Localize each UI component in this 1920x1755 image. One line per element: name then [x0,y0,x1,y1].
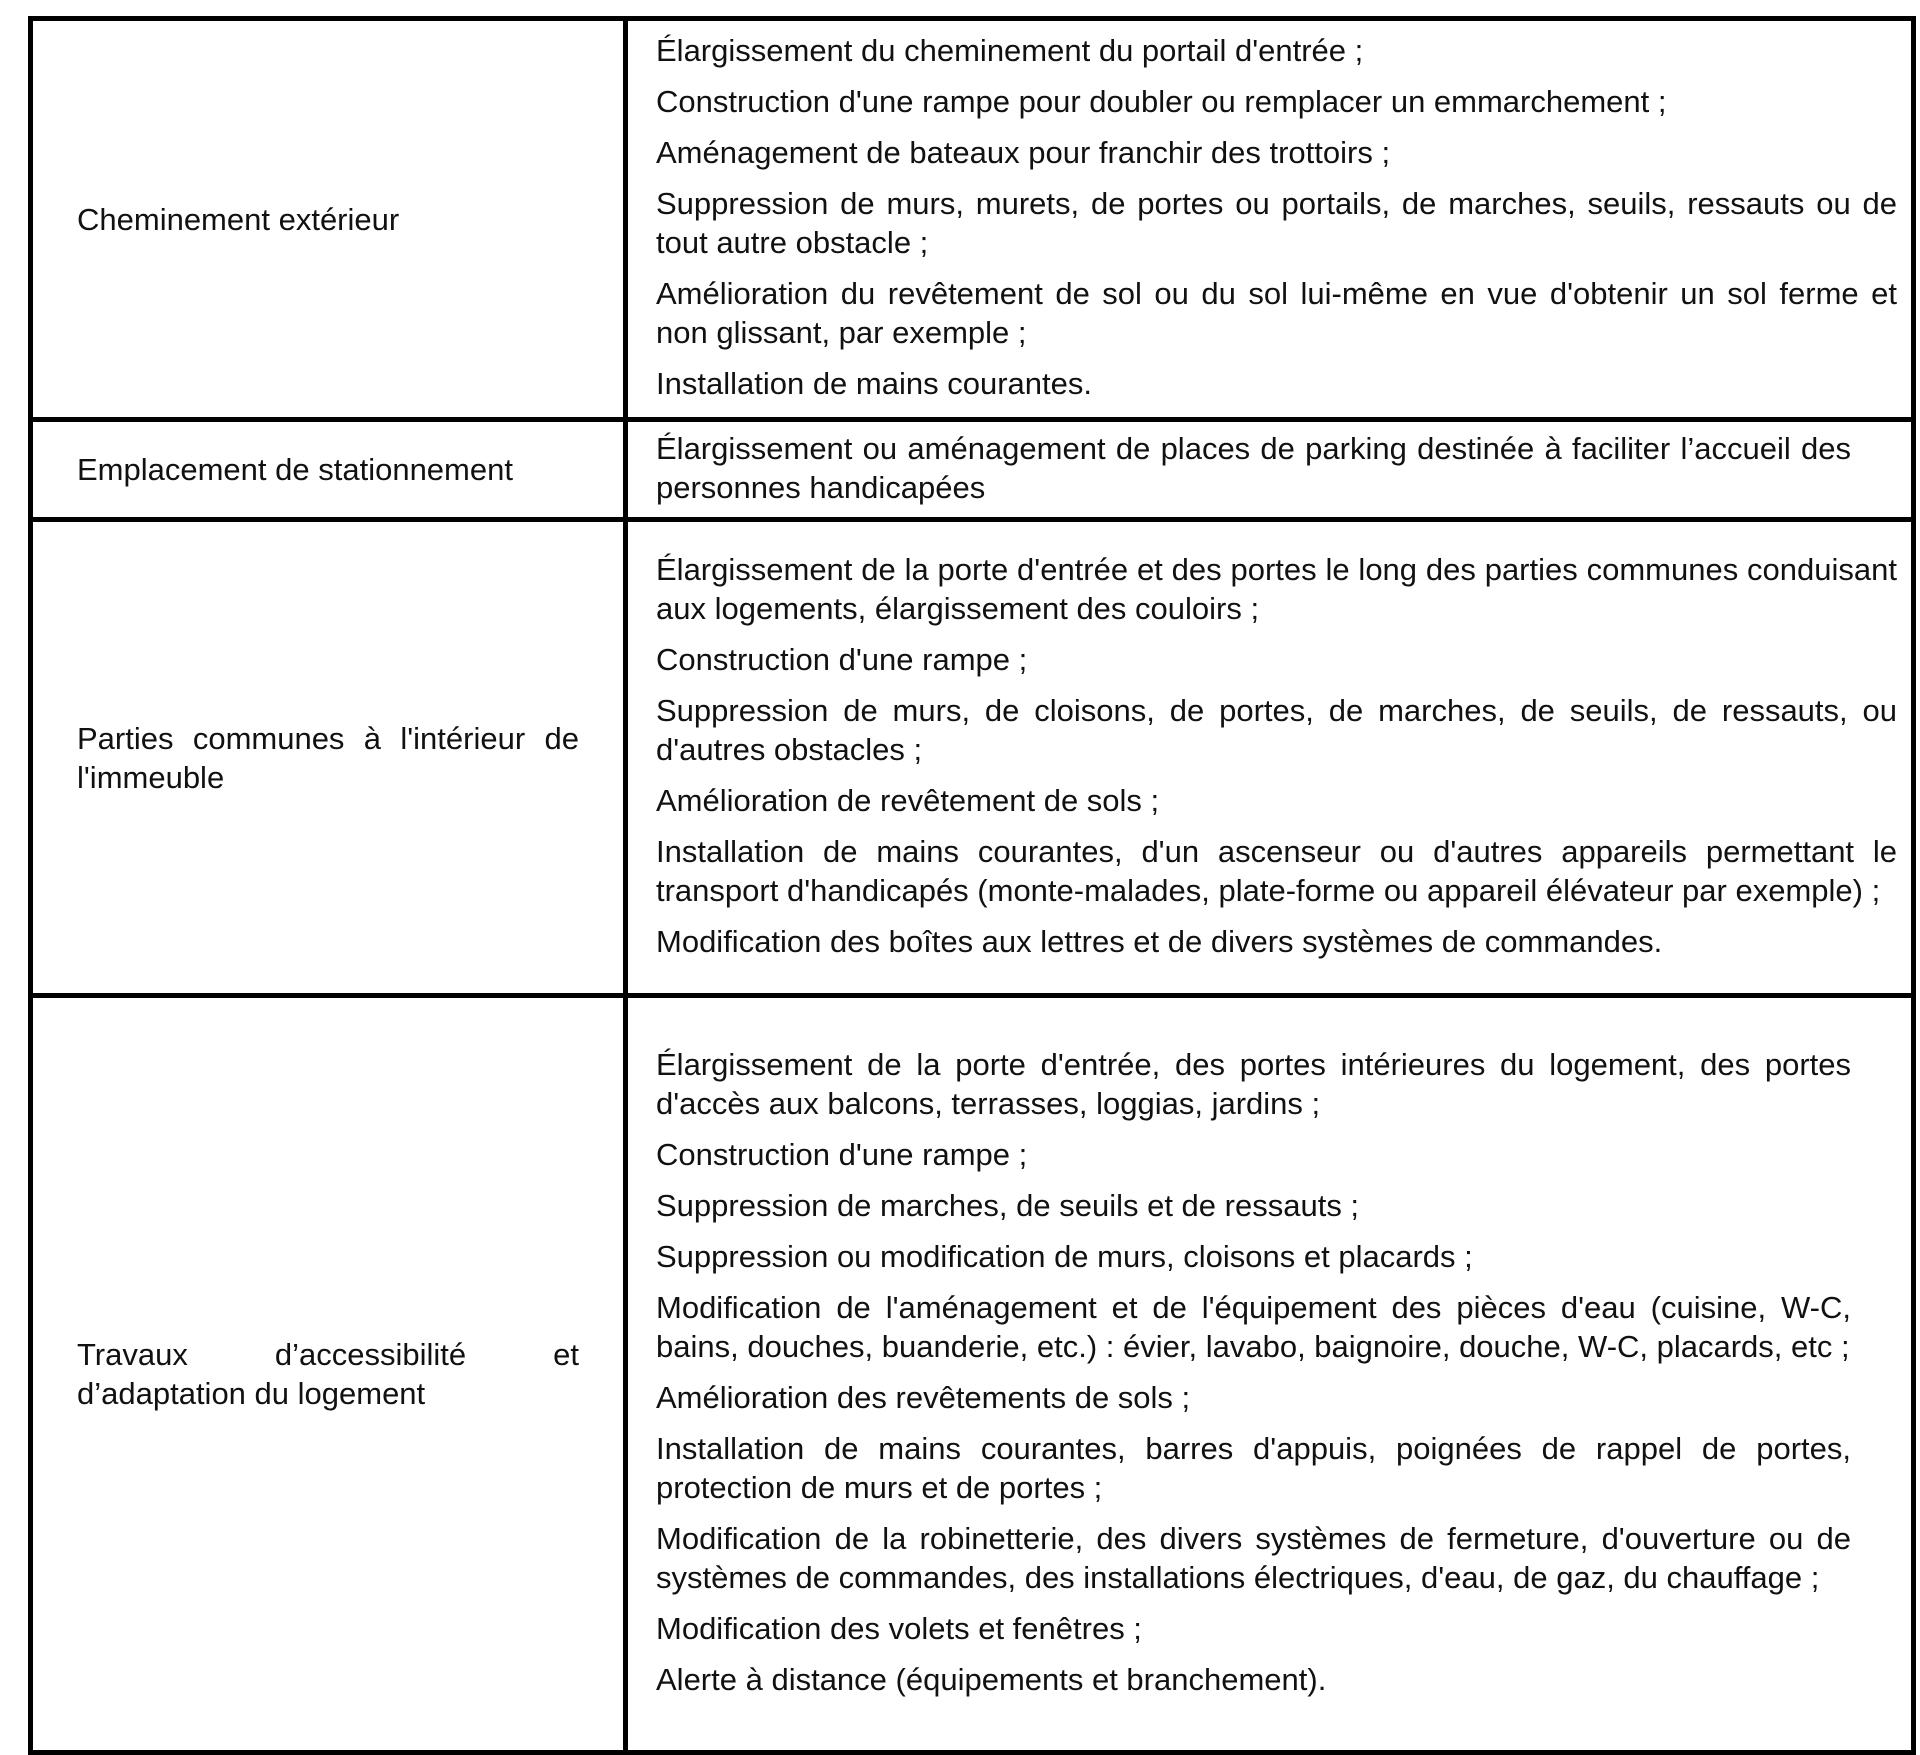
list-item: Modification des boîtes aux lettres et de divers systèmes de commandes. [656,924,1663,959]
list-item: Amélioration du revêtement de sol ou du sol lui-même en vue d'obtenir un sol ferme et non glissant, par exemple ; [656,276,1897,350]
list-item: Alerte à distance (équipements et branchement). [656,1662,1327,1697]
works-list-cell [626,520,1914,996]
table-row [31,996,1914,1753]
table-row [31,420,1914,520]
list-item: Installation de mains courantes, d'un ascenseur ou d'autres appareils permettant le transport d'handicapés (monte-malades, plate-forme ou appareil élévateur par exemple) ; [656,834,1897,908]
list-item: Suppression de murs, murets, de portes ou portails, de marches, seuils, ressauts ou de tout autre obstacle ; [656,186,1897,260]
works-list-cell [626,996,1914,1753]
category-cell [31,420,626,520]
list-item: Élargissement de la porte d'entrée, des portes intérieures du logement, des portes d'accès aux balcons, terrasses, loggias, jardins ; [656,1047,1851,1121]
category-label-line: d’adaptation du logement [77,1376,426,1411]
list-item: Amélioration des revêtements de sols ; [656,1380,1191,1415]
category-label-line: Travaux d’accessibilité et [77,1337,579,1372]
list-item: Suppression de murs, de cloisons, de portes, de marches, de seuils, de ressauts, ou d'autres obstacles ; [656,693,1897,767]
table-row [31,19,1914,420]
list-item: Modification de l'aménagement et de l'équipement des pièces d'eau (cuisine, W-C, bains, douches, buanderie, etc.) : évier, lavabo, baignoire, douche, W-C, placards, etc ; [656,1290,1851,1364]
list-item: Suppression de marches, de seuils et de ressauts ; [656,1188,1360,1223]
list-item: Élargissement de la porte d'entrée et des portes le long des parties communes conduisant aux logements, élargissement des couloirs ; [656,552,1897,626]
list-item: Construction d'une rampe ; [656,1137,1028,1172]
list-item: Élargissement ou aménagement de places de parking destinée à faciliter l’accueil des personnes handicapées [656,430,1851,505]
list-item: Modification de la robinetterie, des divers systèmes de fermeture, d'ouverture ou de systèmes de commandes, des installations électriques, d'eau, de gaz, du chauffage ; [656,1521,1851,1595]
accessibility-works-table [28,16,1916,1755]
list-item: Construction d'une rampe pour doubler ou remplacer un emmarchement ; [656,84,1667,119]
list-item: Installation de mains courantes, barres d'appuis, poignées de rappel de portes, protection de murs et de portes ; [656,1431,1851,1505]
category-cell [31,19,626,420]
list-item: Installation de mains courantes. [656,366,1092,401]
category-cell [31,520,626,996]
category-label: Parties communes à l'intérieur de l'immeuble [77,720,579,795]
category-label [33,1335,623,1413]
list-item: Amélioration de revêtement de sols ; [656,783,1160,818]
works-list-cell [626,420,1914,520]
list-item: Élargissement du cheminement du portail d'entrée ; [656,33,1364,68]
works-list-cell [626,19,1914,420]
table-row [31,520,1914,996]
category-label: Cheminement extérieur [77,201,400,237]
list-item: Aménagement de bateaux pour franchir des trottoirs ; [656,135,1391,170]
list-item: Suppression ou modification de murs, cloisons et placards ; [656,1239,1473,1274]
category-cell [31,996,626,1753]
list-item: Modification des volets et fenêtres ; [656,1611,1142,1646]
list-item: Construction d'une rampe ; [656,642,1028,677]
category-label: Emplacement de stationnement [77,452,513,487]
